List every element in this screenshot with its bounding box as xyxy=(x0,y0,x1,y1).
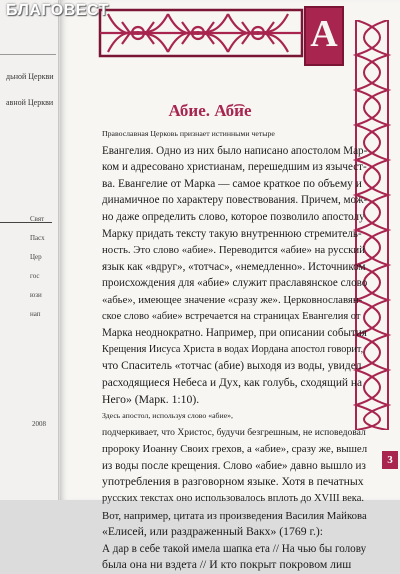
book-page xyxy=(60,0,400,572)
text-line: происхождения для «абие» служит праславянское слово xyxy=(102,277,368,290)
article-body xyxy=(80,126,367,574)
left-page-fragment: Пасх xyxy=(30,234,45,242)
text-line: расходящиеся Небеса и Дух, как голубь, сходящий на xyxy=(102,376,363,389)
text-line: употребления в разговорном языке. Хотя в печатных xyxy=(102,475,364,489)
text-line: подчеркивает, что Христос, будучи безгрешным, не исповедовал xyxy=(102,426,366,438)
text-line: Марка неоднократно. Например, при описании события xyxy=(102,327,367,340)
left-page xyxy=(0,0,59,500)
article-heading: Абие. Аб͡ие xyxy=(168,101,252,120)
text-line: ское слово «абие» встречается на страницах Евангелия от xyxy=(102,310,361,322)
left-page-fragment: гос xyxy=(30,272,40,280)
text-line: Православная Церковь признает истинными четыре xyxy=(102,129,275,138)
paragraph xyxy=(80,126,367,408)
initial-letter-box xyxy=(304,6,344,66)
text-line: «Елисей, или раздраженный Вакх» (1769 г.): xyxy=(102,525,324,539)
text-line: но даже определить слово, которое позволило апостолу xyxy=(102,210,365,223)
text-line: пророку Иоанну Своих грехов, а «абие», сразу же, вышел xyxy=(102,443,368,456)
page-number: 3 xyxy=(382,451,398,469)
left-page-fragment: юзи xyxy=(30,291,42,299)
left-page-frame xyxy=(0,210,52,223)
left-page-fragment: Свят xyxy=(30,215,45,223)
left-page-rule xyxy=(0,54,56,55)
left-page-year: 2008 xyxy=(32,420,46,428)
watermark-logo: БЛАГОВЕСТ xyxy=(6,2,109,19)
text-line: Евангелия. Одно из них было написано апостолом Мар- xyxy=(102,144,368,157)
initial-letter: А xyxy=(310,13,338,55)
text-line: ва. Евангелие от Марка — самое краткое по объему и xyxy=(102,177,362,190)
text-line: ком и адресовано христианам, перешедшим из язычест- xyxy=(102,161,367,174)
left-page-line: авной Церкви xyxy=(6,98,54,107)
text-line: Него» (Марк. 1:10). xyxy=(102,392,200,406)
text-line: Вот, например, цитата из произведения Василия Майкова xyxy=(102,509,367,522)
text-line: «абье», имеющее значение «сразу же». Церковнославян- xyxy=(102,293,363,306)
text-line: А дар в себе такой имела шапка ета // На чью бы голову xyxy=(102,542,367,555)
text-line: язык как «вдруг», «тотчас», «немедленно». Источником xyxy=(102,260,366,273)
top-ornament xyxy=(98,4,330,70)
text-line: Марку придать тексту такую внутреннюю стремитель- xyxy=(102,227,362,240)
text-line: Крещения Иисуса Христа в водах Иордана апостол говорит, xyxy=(102,343,364,355)
text-line: динамичное по характеру повествования. Причем, мож- xyxy=(102,194,368,207)
text-line: из воды после крещения. Слово «абие» давно вышло из xyxy=(102,459,366,472)
text-line: ность. Это слово «абие». Переводится «абие» на русский xyxy=(102,244,365,257)
left-page-line: дьной Церкви xyxy=(6,72,54,81)
text-line: что Спаситель «тотчас (абие) выходя из воды, увидел xyxy=(102,360,362,373)
text-line: Здесь апостол, используя слово «абие», xyxy=(102,411,234,421)
left-page-fragment: Цер xyxy=(30,253,42,261)
left-page-fragment: нап xyxy=(30,310,41,318)
paragraph xyxy=(80,408,367,574)
text-line: была она ни вздета // И кто покрыт покровом лиш xyxy=(102,558,352,572)
text-line: русских текстах оно использовалось вплоть до XVIII века. xyxy=(102,493,365,505)
